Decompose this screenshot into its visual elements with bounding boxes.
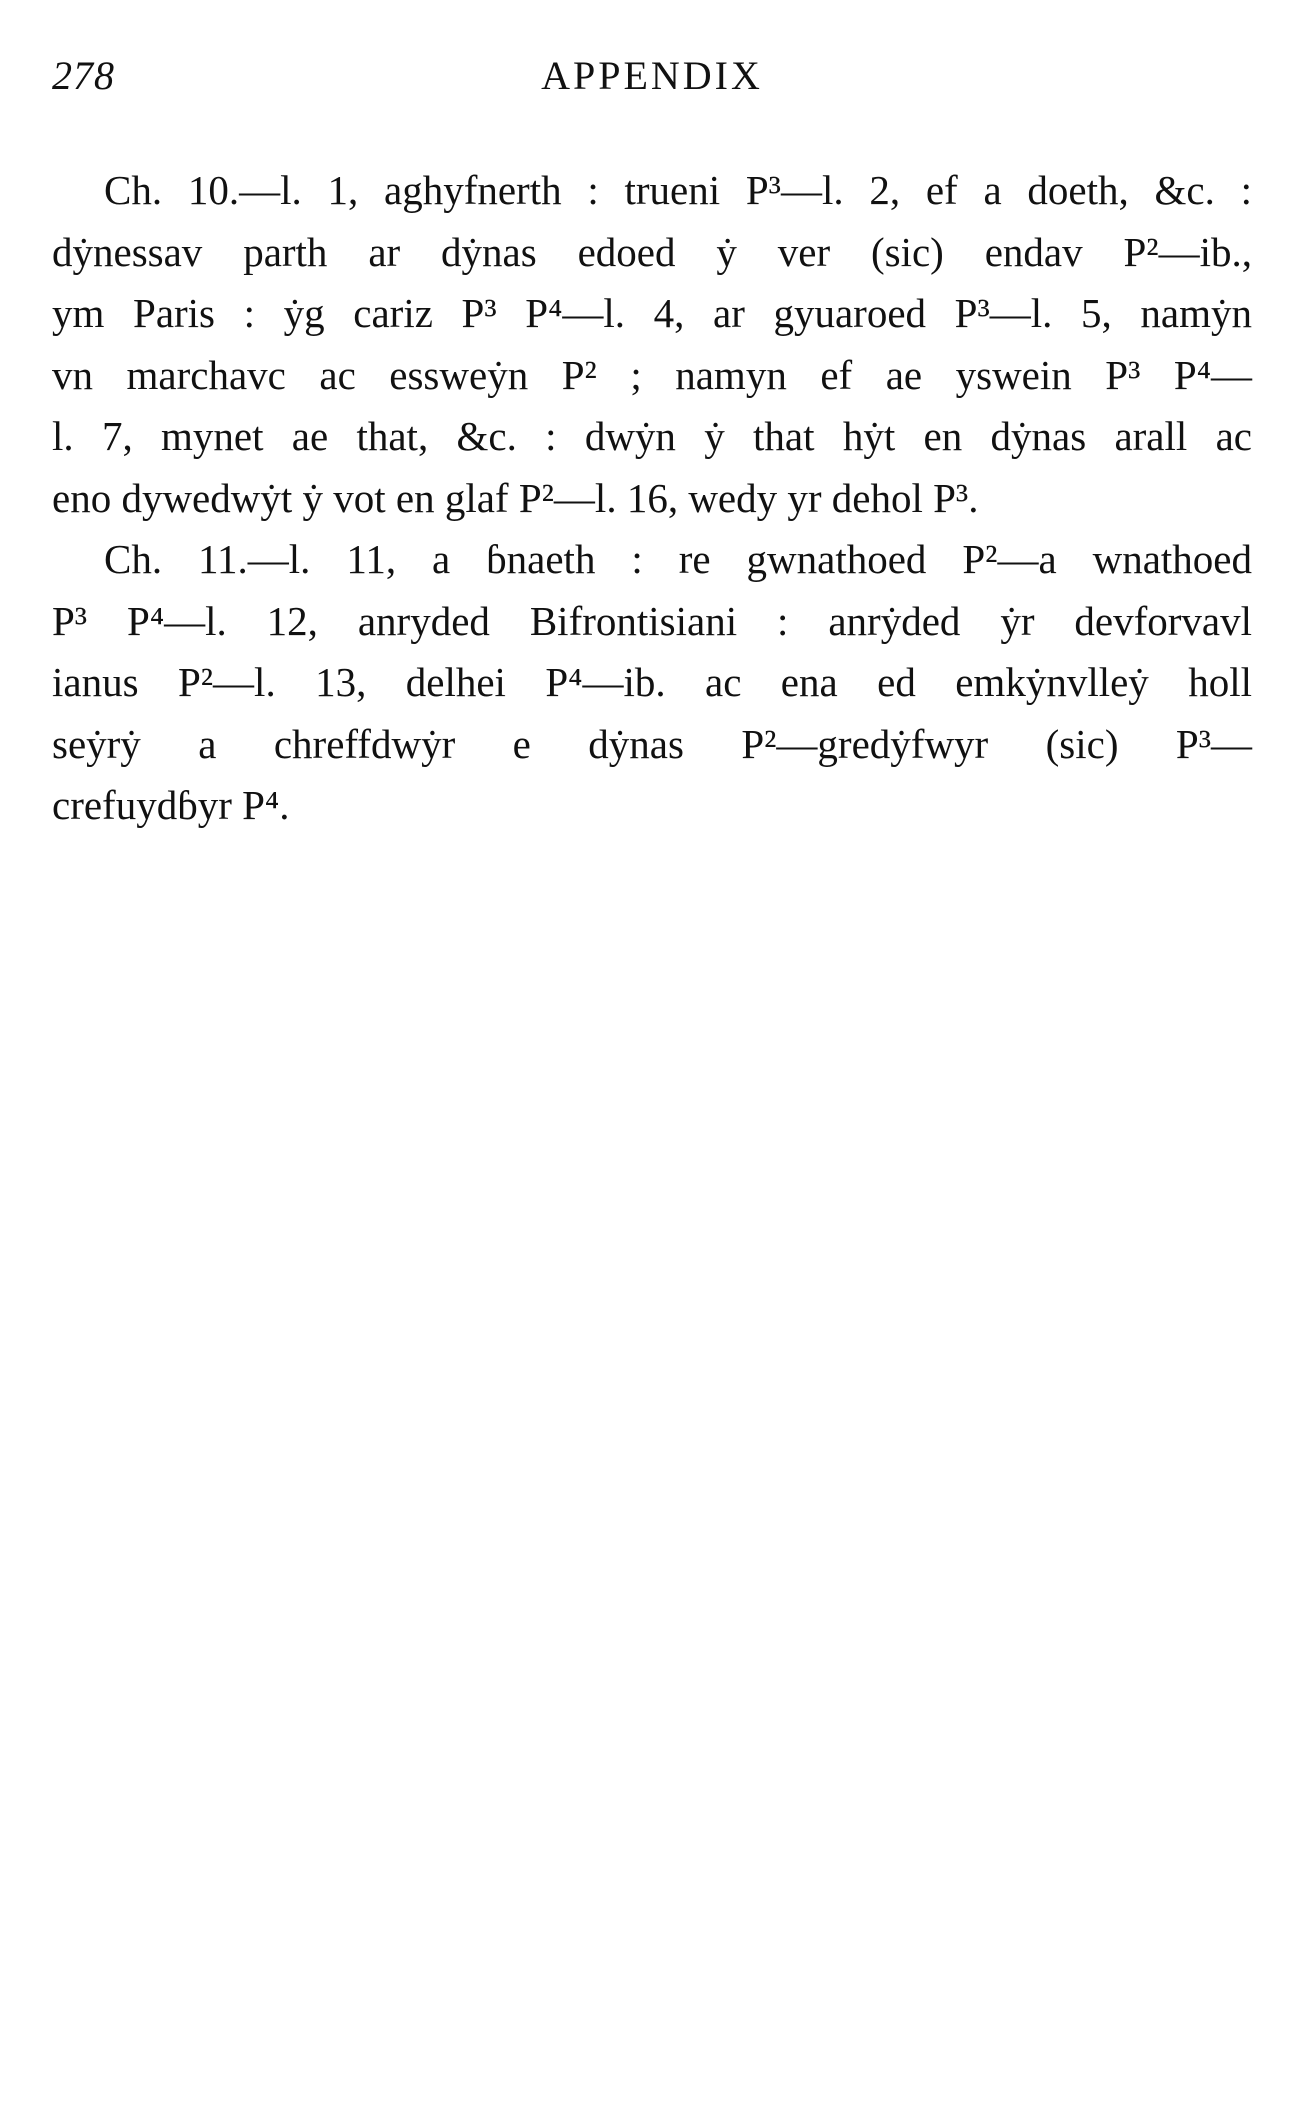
text-line: l. 7, mynet ae that, &c. : dwẏn ẏ that hẏt en dẏnas arall ac [52, 413, 1252, 459]
running-title: APPENDIX [541, 53, 763, 98]
text-line: ym Paris : ẏg cariz P³ P⁴—l. 4, ar gyuaroed P³—l. 5, namẏn [52, 290, 1252, 336]
running-head [52, 52, 1252, 104]
text-line: crefuydɓyr P⁴. [52, 782, 290, 828]
appendix-notes [52, 160, 1252, 837]
text-line: dẏnessav parth ar dẏnas edoed ẏ ver (sic) endav P²—ib., [52, 228, 1252, 275]
text-line: vn marchavc ac essweẏn P² ; namyn ef ae yswein P³ P⁴— [52, 351, 1252, 398]
text-line: Ch. 11.—l. 11, a ɓnaeth : re gwnathoed P²—a wnathoed [104, 536, 1252, 582]
text-line: Ch. 10.—l. 1, aghyfnerth : trueni P³—l. 2, ef a doeth, &c. : [104, 167, 1252, 213]
note-paragraph-chapter-11 [52, 529, 1252, 837]
text-line: eno dywedwẏt ẏ vot en glaf P²—l. 16, wedy yr dehol P³. [52, 474, 979, 521]
note-paragraph-chapter-10 [52, 160, 1252, 529]
page-number: 278 [52, 53, 115, 98]
text-line: ianus P²—l. 13, delhei P⁴—ib. ac ena ed emkẏnvlleẏ holl [52, 659, 1252, 705]
text-line: P³ P⁴—l. 12, anryded Bifrontisiani : anrẏded ẏr devforvavl [52, 597, 1252, 644]
text-line: seẏrẏ a chreffdwẏr e dẏnas P²—gredẏfwyr (sic) P³— [52, 720, 1252, 767]
